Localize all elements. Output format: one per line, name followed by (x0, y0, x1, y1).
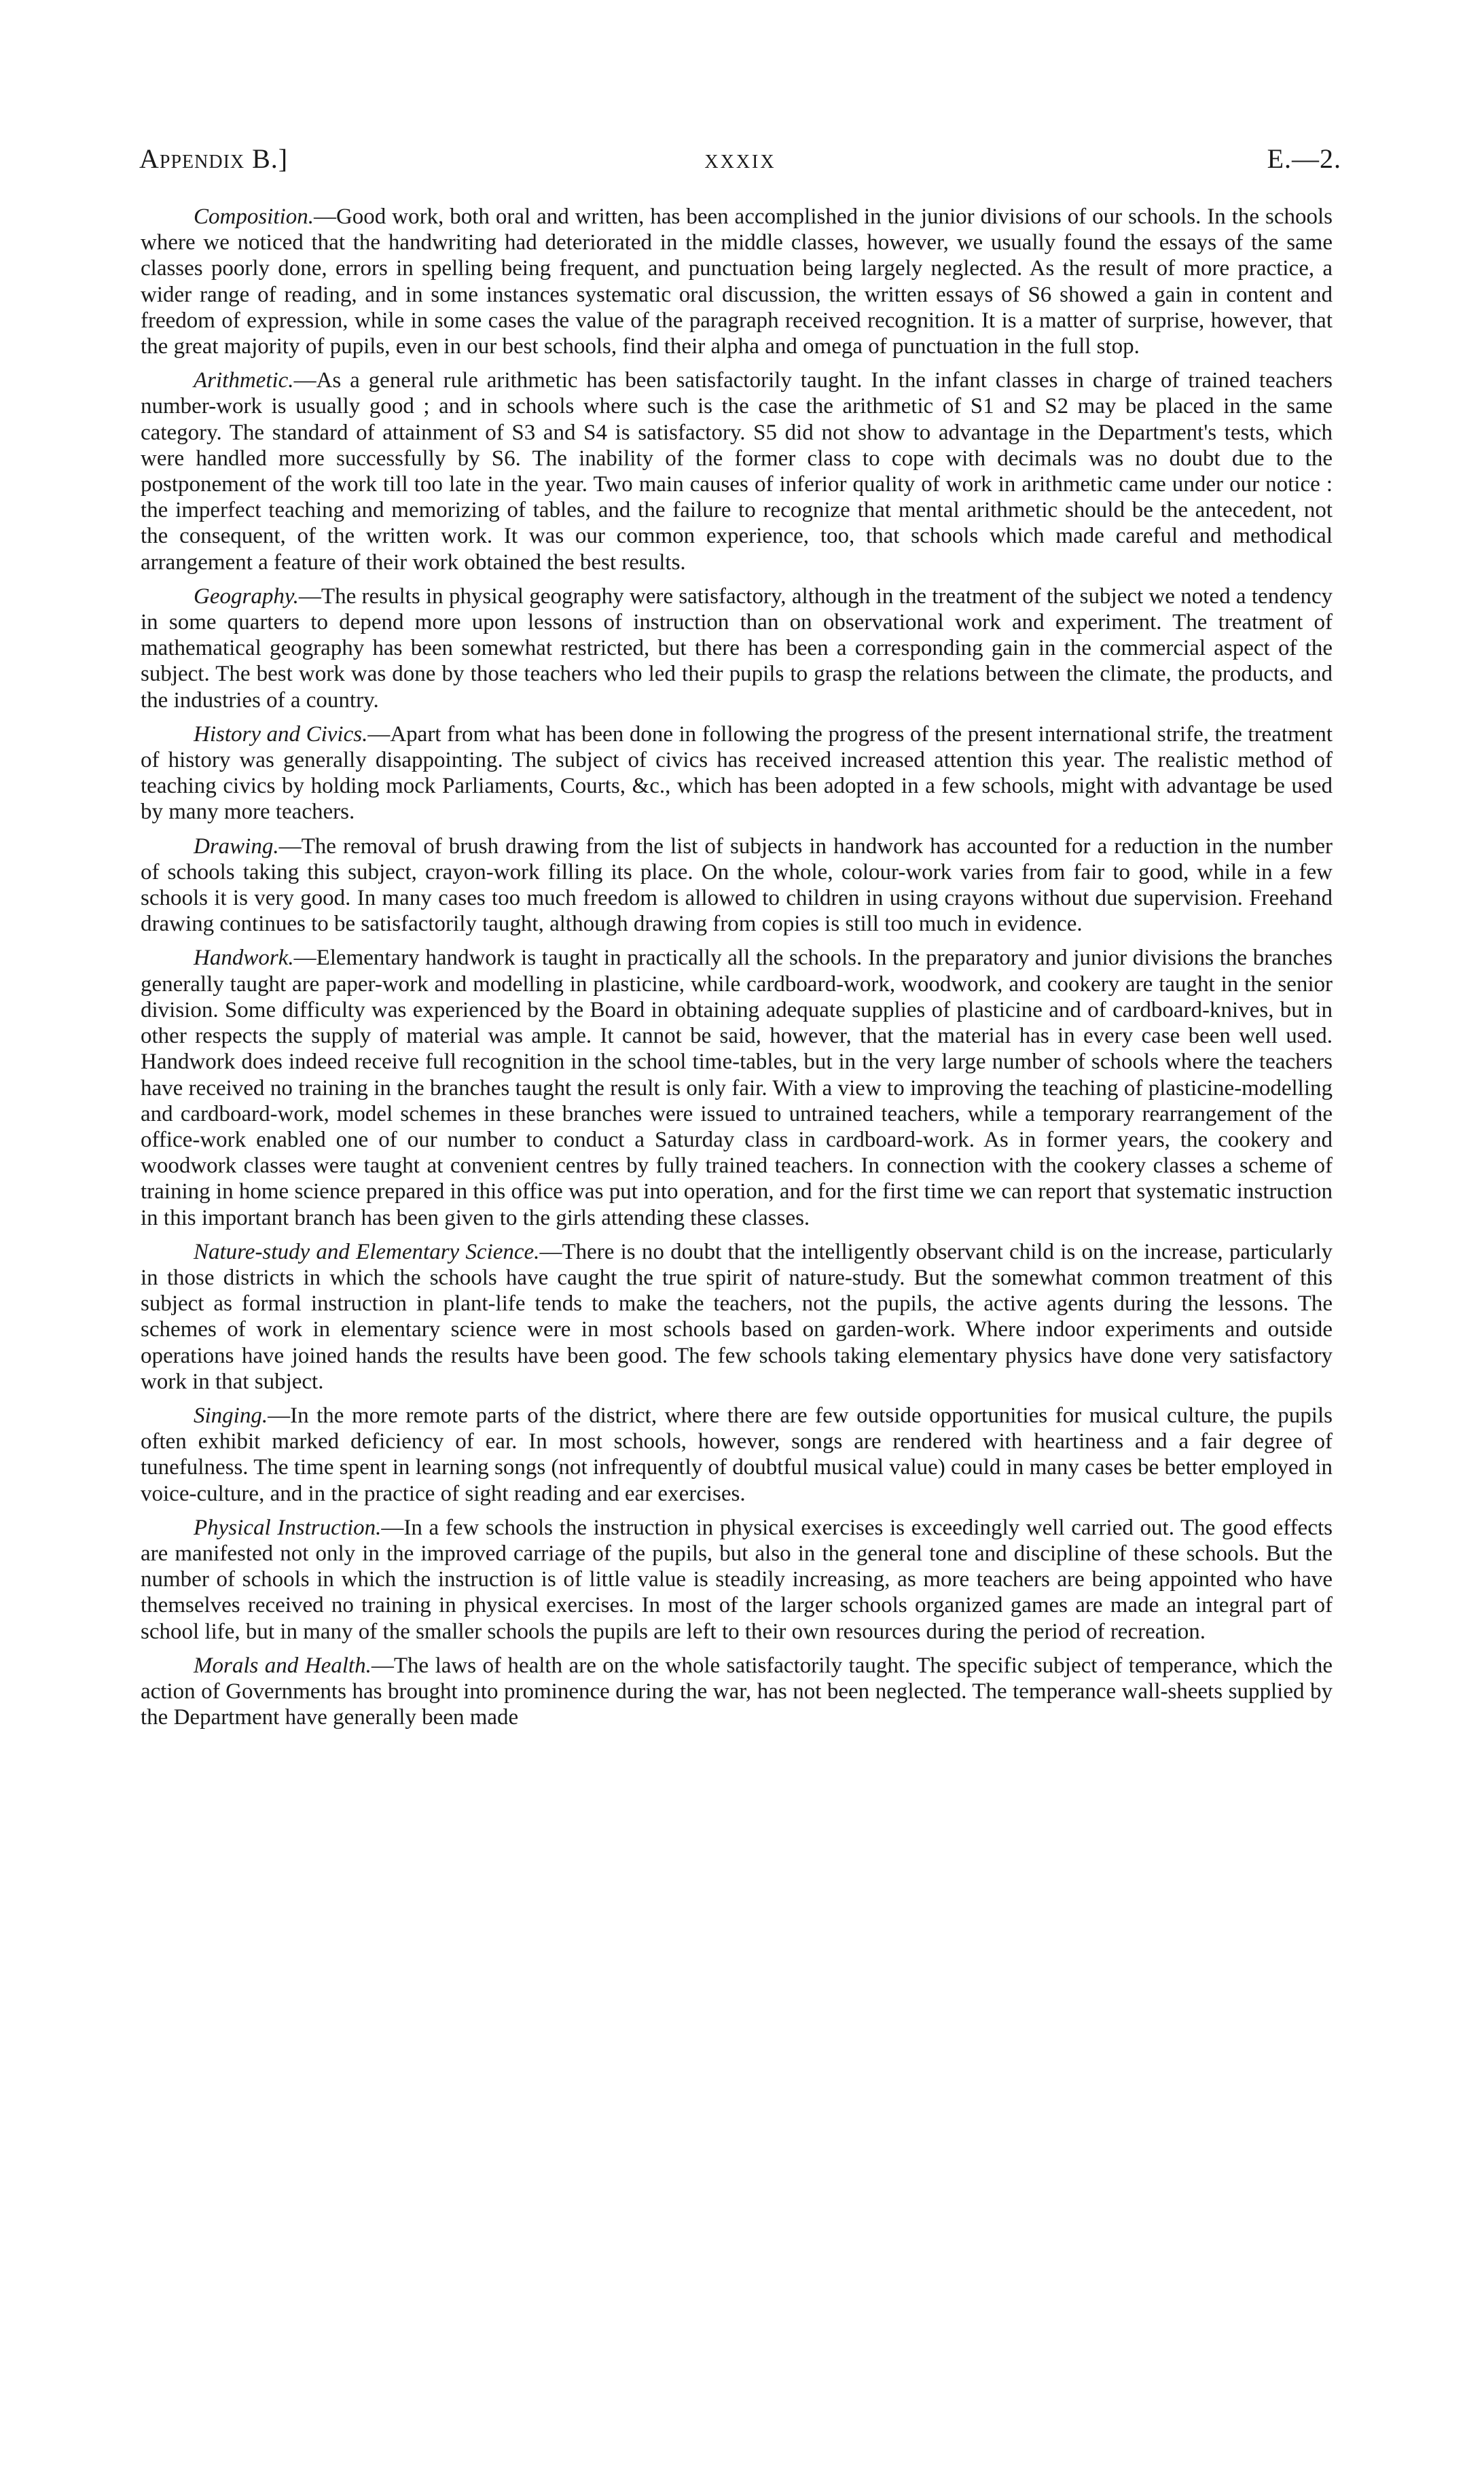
paragraph-title: Arithmetic. (194, 368, 294, 393)
paragraph-title: History and Civics. (194, 721, 368, 747)
paragraph-title: Geography. (194, 584, 299, 609)
header-page-number: xxxix (704, 143, 776, 174)
paragraph-title: Physical Instruction. (194, 1515, 382, 1540)
paragraph-text: —The results in physical geography were satisfactory, although in the treatment of the subject we noted a tendency in some quarters to depend more upon lessons of instruction than on observational work and experiment. The treatment of mathematical geography has been somewhat restricted, but there has been a corresponding gain in the commercial aspect of the subject. The best work was done by those teachers who led their pupils to grasp the relations between the climate, the products, and the industries of a country. (141, 584, 1333, 713)
paragraph-physical-instruction (141, 1515, 1333, 1645)
paragraph-title: Composition. (194, 204, 314, 229)
paragraph-singing (141, 1403, 1333, 1507)
paragraph-geography (141, 584, 1333, 713)
paragraph-drawing (141, 834, 1333, 937)
paragraph-text: —In the more remote parts of the district, where there are few outside opportunities for musical culture, the pupils often exhibit marked deficiency of ear. In most schools, however, songs are rendered with heartiness and a fair degree of tunefulness. The time spent in learning songs (not infrequently of doubtful musical value) could in many cases be better employed in voice-culture, and in the practice of sight reading and ear exercises. (141, 1403, 1333, 1506)
header-document-code: E.—2. (1267, 143, 1341, 174)
paragraph-title: Morals and Health. (194, 1653, 372, 1678)
paragraph-text: —There is no doubt that the intelligently observant child is on the increase, particularly in those districts in which the schools have caught the true spirit of nature-study. But the somewhat common treatment of this subject as formal instruction in plant-life tends to make the teachers, not the pupils, the active agents during the lessons. The schemes of work in elementary science were in most schools based on garden-work. Where indoor experiments and outside operations have joined hands the results have been good. The few schools taking elementary physics have done very satisfactory work in that subject. (141, 1239, 1333, 1394)
paragraph-text: —The removal of brush drawing from the list of subjects in handwork has accounted for a reduction in the number of schools taking this subject, crayon-work filling its place. On the whole, colour-work varies from fair to good, while in a few schools it is very good. In many cases too much freedom is allowed to children in using crayons without due supervision. Freehand drawing continues to be satisfactorily taught, although drawing from copies is still too much in evidence. (141, 834, 1333, 937)
paragraph-handwork (141, 945, 1333, 1230)
paragraph-text: —As a general rule arithmetic has been satisfactorily taught. In the infant classes in charge of trained teachers number-work is usually good ; and in schools where such is the case the arithmetic of S1 and S2 may be placed in the same category. The standard of attainment of S3 and S4 is satisfactory. S5 did not show to advantage in the Department's tests, which were handled more successfully by S6. The inability of the former class to cope with decimals was no doubt due to the postponement of the work till too late in the year. Two main causes of inferior quality of work in arithmetic came under our notice : the imperfect teaching and memorizing of tables, and the failure to recognize that mental arithmetic should be the antecedent, not the consequent, of the written work. It was our common experience, too, that schools which made careful and methodical arrangement a feature of their work obtained the best results. (141, 368, 1333, 575)
paragraph-title: Drawing. (194, 834, 279, 859)
paragraph-title: Handwork. (194, 946, 294, 971)
paragraph-text: —In a few schools the instruction in physical exercises is exceedingly well carried out. The good effects are manifested not only in the improved carriage of the pupils, but also in the general tone and discipline of these schools. But the number of schools in which the instruction is of little value is steadily increasing, as more teachers are being appointed who have themselves received no training in physical exercises. In most of the larger schools organized games are made an integral part of school life, but in many of the smaller schools the pupils are left to their own resources during the period of recreation. (141, 1515, 1333, 1644)
paragraph-text: —The laws of health are on the whole satisfactorily taught. The specific subject of temperance, which the action of Governments has brought into prominence during the war, has not been neglected. The temperance wall-sheets supplied by the Department have generally been made (141, 1653, 1333, 1730)
paragraph-title: Nature-study and Elementary Science. (194, 1239, 540, 1264)
header-appendix-label: Appendix B.] (139, 143, 289, 174)
running-header (139, 143, 1341, 183)
paragraph-morals-health (141, 1653, 1333, 1731)
paragraph-title: Singing. (194, 1403, 268, 1428)
paragraph-text: —Good work, both oral and written, has been accomplished in the junior divisions of our schools. In the schools where we noticed that the handwriting had deteriorated in the middle classes, however, we usually found the essays of the same classes poorly done, errors in spelling being frequent, and punctuation being largely neglected. As the result of more practice, a wider range of reading, and in some instances systematic oral discussion, the written essays of S6 showed a gain in content and freedom of expression, while in some cases the value of the paragraph received recognition. It is a matter of surprise, however, that the great majority of pupils, even in our best schools, find their alpha and omega of punctuation in the full stop. (141, 204, 1333, 359)
paragraph-text: —Apart from what has been done in following the progress of the present international strife, the treatment of history was generally disappointing. The subject of civics has received increased attention this year. The realistic method of teaching civics by holding mock Parliaments, Courts, &c., which has been adopted in a few schools, might with advantage be used by many more teachers. (141, 721, 1333, 825)
paragraph-arithmetic (141, 368, 1333, 575)
report-body (141, 204, 1333, 1738)
paragraph-text: —Elementary handwork is taught in practically all the schools. In the preparatory and junior divisions the branches generally taught are paper-work and modelling in plasticine, while cardboard-work, woodwork, and cookery are taught in the senior division. Some difficulty was experienced by the Board in obtaining adequate supplies of plasticine and of cardboard-knives, but in other respects the supply of material was ample. It cannot be said, however, that the material has in every case been well used. Handwork does indeed receive full recognition in the school time-tables, but in the very large number of schools where the teachers have received no training in the branches taught the result is only fair. With a view to improving the teaching of plasticine-modelling and cardboard-work, model schemes in these branches were issued to untrained teachers, while a temporary rearrangement of the office-work enabled one of our number to conduct a Saturday class in cardboard-work. As in former years, the cookery and woodwork classes were taught at convenient centres by fully trained teachers. In connection with the cookery classes a scheme of training in home science prepared in this office was put into operation, and for the first time we can report that systematic instruction in this important branch has been given to the girls attending these classes. (141, 946, 1333, 1230)
paragraph-history-civics (141, 721, 1333, 825)
paragraph-nature-study (141, 1239, 1333, 1395)
paragraph-composition (141, 204, 1333, 359)
